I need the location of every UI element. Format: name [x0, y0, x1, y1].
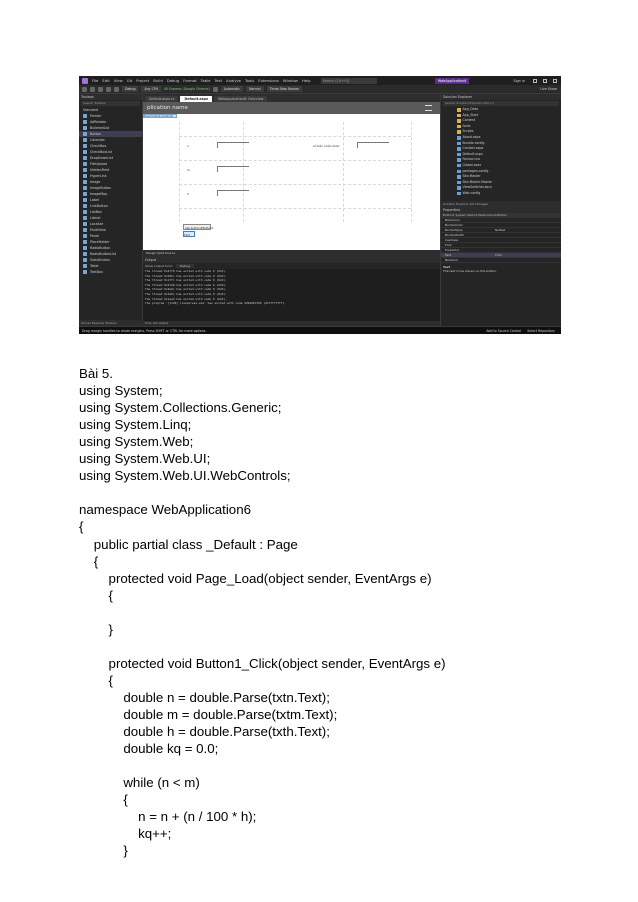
config-dropdown[interactable]: Debug	[122, 86, 138, 92]
project-badge: WebApplication6	[435, 78, 470, 84]
design-surface	[143, 102, 440, 250]
font-dropdown[interactable]: Times New Roman	[267, 86, 303, 92]
document-tab[interactable]: Default.aspx.cs	[145, 96, 178, 102]
toolbox-item-label: PlaceHolder	[90, 240, 110, 244]
new-file-icon[interactable]	[98, 87, 103, 92]
output-source-label: Show output from:	[145, 264, 173, 268]
editor-pane	[143, 94, 440, 326]
toolbox-item-label: LinkButton	[90, 204, 108, 208]
solution-item-label: Bundle.config	[462, 140, 485, 145]
output-line: The thread 0x25bc has exited with code 0 (0x0).	[145, 273, 227, 278]
solution-item-label: packages.config	[462, 168, 489, 173]
code-line: {	[79, 587, 113, 603]
toolbox-control-icon	[83, 198, 87, 202]
solution-items	[441, 107, 561, 201]
block-format-dropdown[interactable]: Normal	[246, 86, 264, 92]
toolbox-item-label: RadioButton	[90, 246, 111, 250]
output-line: The thread 0x1ae4 has exited with code 0 (0x0).	[145, 296, 227, 301]
toolbox-search-input[interactable]: Search Toolbox	[81, 101, 140, 106]
toolbox-control-icon	[83, 114, 87, 118]
property-value: NotSet	[495, 228, 506, 232]
folder-icon	[457, 108, 461, 112]
solution-tabs[interactable]: Solution Explorer Git Changes	[441, 201, 561, 207]
code-line: double h = double.Parse(txth.Text);	[79, 724, 330, 740]
file-icon	[457, 136, 461, 140]
file-icon	[457, 153, 461, 157]
code-line: double kq = 0.0;	[79, 741, 219, 757]
output-tabs[interactable]: Error List Output	[143, 321, 440, 326]
output-source-dropdown[interactable]: Debug	[176, 264, 194, 268]
output-line: The thread 0x3e0c has exited with code 0 (0x0).	[145, 291, 227, 296]
toolbox-item-label: DropDownList	[90, 156, 114, 160]
solution-item-label: App_Data	[462, 107, 478, 111]
file-icon	[457, 170, 461, 174]
select-repository-button[interactable]: Select Repository	[527, 329, 555, 333]
button-tag: asp:button#Button1	[185, 226, 214, 230]
document-tabs	[143, 94, 440, 102]
solution-item-label: App_Start	[462, 112, 479, 117]
code-line: using System.Web.UI.WebControls;	[79, 468, 291, 484]
vs-search-input[interactable]: Search (Ctrl+Q)	[321, 78, 377, 84]
output-line: The program '[1128] iisexpress.exe' has exited with code 4294967295 (0xffffffff).	[145, 301, 286, 306]
file-icon	[457, 186, 461, 190]
toolbox-pane	[79, 94, 143, 326]
solution-item-label: Web.config	[462, 190, 481, 195]
toolbox-item-label: MultiView	[90, 228, 106, 232]
toolbox-control-icon	[83, 240, 87, 244]
output-line: The thread 0x4fa8 has exited with code 0 (0x0).	[145, 282, 227, 287]
code-line: using System.Collections.Generic;	[79, 400, 282, 416]
property-name: BorderStyle	[445, 228, 463, 232]
menu-item-debug[interactable]: Debug	[166, 78, 180, 83]
vs-screenshot	[79, 76, 561, 334]
toolbox-control-icon	[83, 162, 87, 166]
file-icon	[457, 164, 461, 168]
toolbox-item-label: Panel	[90, 234, 99, 238]
solution-item-label: Scripts	[462, 129, 474, 134]
solution-item[interactable]	[441, 191, 561, 197]
right-pane	[440, 94, 561, 326]
vs-toolbar	[79, 85, 561, 94]
status-message: Drag margin handles to resize margins. Press SHIFT or CTRL for more options.	[82, 329, 207, 333]
button1[interactable]: Tính	[183, 231, 195, 237]
platform-dropdown[interactable]: Any CPU	[141, 86, 161, 92]
toolbox-item-label: Image	[90, 180, 101, 184]
toolbox-control-icon	[83, 204, 87, 208]
textbox-m[interactable]	[217, 166, 249, 172]
toolbox-control-icon	[83, 150, 87, 154]
property-value: Tính	[495, 253, 502, 257]
property-description-title: Text	[443, 265, 451, 269]
toolbox-control-icon	[83, 192, 87, 196]
solution-item-label: fonts	[462, 123, 471, 128]
toolbox-control-icon	[83, 132, 87, 136]
solution-item-label: Favicon.ico	[462, 157, 481, 162]
toolbox-item-label: RadioButtonList	[90, 252, 117, 256]
toolbox-item-label: Table	[90, 264, 99, 268]
window-controls	[533, 79, 557, 83]
folder-icon	[457, 130, 461, 134]
toolbox-control-icon	[83, 234, 87, 238]
solution-item-label: Site.Master	[462, 174, 481, 179]
toolbox-item-label: AdRotator	[90, 120, 107, 124]
toolbox-tabs[interactable]: Server Explorer Toolbox	[79, 320, 143, 326]
toolbox-title: Toolbox	[79, 94, 142, 100]
toolbox-item-label: ImageButton	[90, 186, 112, 190]
toolbox-control-icon	[83, 222, 87, 226]
view-tabs[interactable]: Design Split Source	[143, 250, 440, 257]
content-placeholder-label: MainContent (Custom)	[143, 114, 177, 118]
property-name: ForeColor	[445, 248, 460, 252]
code-line: {	[79, 519, 84, 535]
solution-item-label: Site.Mobile.Master	[462, 179, 492, 184]
menu-item-help[interactable]: Help	[301, 78, 311, 83]
menu-item-git[interactable]: Git	[126, 78, 133, 83]
toolbox-control-icon	[83, 168, 87, 172]
toolbox-item-label: Pointer	[90, 114, 102, 118]
toolbox-item-label: TextBox	[90, 270, 103, 274]
code-line: public partial class _Default : Page	[79, 536, 298, 552]
folder-icon	[457, 114, 461, 118]
toolbox-control-icon	[83, 186, 87, 190]
code-line: {	[79, 792, 128, 808]
exercise-title: Bài 5.	[79, 366, 114, 381]
file-icon	[457, 142, 461, 146]
vs-logo-icon	[82, 78, 88, 84]
toolbox-item-label: BulletedList	[90, 126, 110, 130]
add-source-control-button[interactable]: Add to Source Control	[486, 329, 522, 333]
output-pane	[143, 257, 440, 326]
toolbox-control-icon	[83, 264, 87, 268]
menu-item-extensions[interactable]: Extensions	[258, 78, 279, 83]
code-line: using System;	[79, 383, 163, 399]
properties-object[interactable]: Button1 System.Web.UI.WebControls.Button	[441, 213, 561, 218]
code-line: using System.Web;	[79, 434, 194, 450]
properties-title: Properties	[441, 207, 561, 213]
run-button[interactable]: IIS Express (Google Chrome)	[164, 87, 210, 91]
output-lines	[143, 269, 440, 306]
file-icon	[457, 147, 461, 151]
menu-item-table[interactable]: Table	[200, 78, 211, 83]
toolbox-item-label: ImageMap	[90, 192, 108, 196]
code-line: double n = double.Parse(txtn.Text);	[79, 689, 330, 705]
folder-icon	[457, 125, 461, 129]
solution-item-label: Default.aspx	[462, 151, 483, 156]
status-bar	[79, 326, 561, 334]
code-line: {	[79, 672, 113, 688]
toolbox-item[interactable]	[79, 269, 142, 275]
file-icon	[457, 192, 461, 196]
forward-icon[interactable]	[90, 87, 95, 92]
toolbox-group-label: Standard	[83, 108, 98, 112]
solution-item-label: Content	[462, 118, 476, 123]
textbox-result[interactable]	[357, 142, 389, 148]
file-icon	[457, 175, 461, 179]
code-line: while (n < m)	[79, 775, 200, 791]
property-name: Behavior	[445, 258, 459, 262]
save-icon[interactable]	[106, 87, 111, 92]
label-n: n	[187, 144, 189, 148]
toolbox-item-label: Label	[90, 198, 99, 202]
toolbox-items	[79, 113, 142, 275]
menu-item-tools[interactable]: Tools	[244, 78, 255, 83]
property-name: BorderColor	[445, 223, 463, 227]
sign-in-link[interactable]: Sign in	[513, 78, 525, 83]
document-tab[interactable]: Default.aspx	[180, 96, 212, 102]
toolbox-item-label: CheckBoxList	[90, 150, 113, 154]
solution-search-input[interactable]: Search Solution Explorer (Ctrl+;)	[443, 101, 559, 106]
output-title: Output	[143, 257, 440, 263]
solution-item-label: About.aspx	[462, 134, 481, 139]
toolbox-control-icon	[83, 228, 87, 232]
toolbox-item-label: Localize	[90, 222, 104, 226]
code-line: n = n + (n / 100 * h);	[79, 809, 257, 825]
site-header-title: plication name	[147, 105, 188, 111]
refresh-icon[interactable]	[213, 87, 218, 92]
close-icon[interactable]	[553, 79, 557, 83]
toolbox-control-icon	[83, 210, 87, 214]
property-rows	[441, 218, 561, 263]
toolbox-control-icon	[83, 270, 87, 274]
output-line: The thread 0x47f0 has exited with code 0 (0x0).	[145, 269, 227, 273]
code-line: kq++;	[79, 826, 172, 842]
property-name: Text	[445, 253, 452, 257]
toolbox-control-icon	[83, 144, 87, 148]
label-m: m	[187, 168, 190, 172]
toolbox-control-icon	[83, 120, 87, 124]
toolbox-item-label: FileUpload	[90, 162, 108, 166]
textbox-h[interactable]	[217, 190, 249, 196]
toolbox-item-label: Button	[90, 132, 102, 136]
menu-item-edit[interactable]: Edit	[102, 78, 110, 83]
menu-item-view[interactable]: View	[113, 78, 123, 83]
toolbox-item-label: CheckBox	[90, 144, 107, 148]
code-line: using System.Linq;	[79, 417, 192, 433]
vs-menubar	[79, 76, 561, 85]
toolbox-control-icon	[83, 126, 87, 130]
live-share-button[interactable]: Live Share	[540, 87, 557, 91]
hamburger-icon	[425, 105, 432, 111]
code-line: protected void Button1_Click(object sender, EventArgs e)	[79, 655, 446, 671]
solution-item-label: Contact.aspx	[462, 146, 484, 151]
label-result: số tiền nhận được	[313, 144, 340, 148]
menu-item-analyze[interactable]: Analyze	[225, 78, 241, 83]
maximize-icon[interactable]	[543, 79, 547, 83]
undo-icon[interactable]	[114, 87, 119, 92]
code-line: {	[79, 553, 99, 569]
code-line: using System.Web.UI;	[79, 451, 211, 467]
file-icon	[457, 181, 461, 185]
property-name: CssClass	[445, 238, 459, 242]
toolbox-control-icon	[83, 246, 87, 250]
toolbox-control-icon	[83, 174, 87, 178]
back-icon[interactable]	[82, 87, 87, 92]
menu-items	[92, 78, 311, 83]
menu-item-project[interactable]: Project	[136, 78, 150, 83]
toolbox-item-label: HiddenField	[90, 168, 110, 172]
code-line: double m = double.Parse(txtm.Text);	[79, 707, 338, 722]
toolbox-item-label: Calendar	[90, 138, 105, 142]
site-header	[143, 102, 440, 114]
textbox-n[interactable]	[217, 142, 249, 148]
mode-dropdown[interactable]: Automatic	[221, 86, 243, 92]
output-line: The thread 0x4e6c has exited with code 0 (0x0).	[145, 287, 227, 292]
output-line: The thread 0x17fc has exited with code 0 (0x0).	[145, 278, 227, 283]
menu-item-test[interactable]: Test	[214, 78, 222, 83]
code-line: }	[79, 843, 128, 859]
toolbox-control-icon	[83, 180, 87, 184]
code-line: }	[79, 621, 113, 637]
code-line: protected void Page_Load(object sender, EventArgs e)	[79, 570, 432, 586]
toolbox-item-label: HyperLink	[90, 174, 107, 178]
toolbox-item-label: Literal	[90, 216, 101, 220]
menu-item-format[interactable]: Format	[183, 78, 197, 83]
property-description-text: The text to be shown on the button.	[443, 269, 498, 273]
file-icon	[457, 158, 461, 162]
toolbox-control-icon	[83, 216, 87, 220]
label-h: h	[187, 192, 189, 196]
solution-item-label: Global.asax	[462, 162, 482, 167]
toolbox-item-label: ListBox	[90, 210, 102, 214]
menu-item-build[interactable]: Build	[153, 78, 163, 83]
solution-explorer-title: Solution Explorer	[441, 94, 561, 100]
toolbox-item-label: Substitution	[90, 258, 110, 262]
toolbox-control-icon	[83, 138, 87, 142]
menu-item-window[interactable]: Window	[282, 78, 298, 83]
property-name: BorderWidth	[445, 233, 464, 237]
menu-item-file[interactable]: File	[92, 78, 99, 83]
document-tab[interactable]: WebApplication6: Overview	[214, 96, 267, 102]
code-line: namespace WebApplication6	[79, 502, 251, 518]
property-name: BackColor	[445, 218, 461, 222]
property-description	[441, 263, 561, 275]
minimize-icon[interactable]	[533, 79, 537, 83]
solution-item-label: ViewSwitcher.ascx	[462, 185, 492, 190]
toolbox-control-icon	[83, 156, 87, 160]
toolbox-control-icon	[83, 258, 87, 262]
folder-icon	[457, 119, 461, 123]
toolbox-control-icon	[83, 252, 87, 256]
property-name: Font	[445, 243, 452, 247]
